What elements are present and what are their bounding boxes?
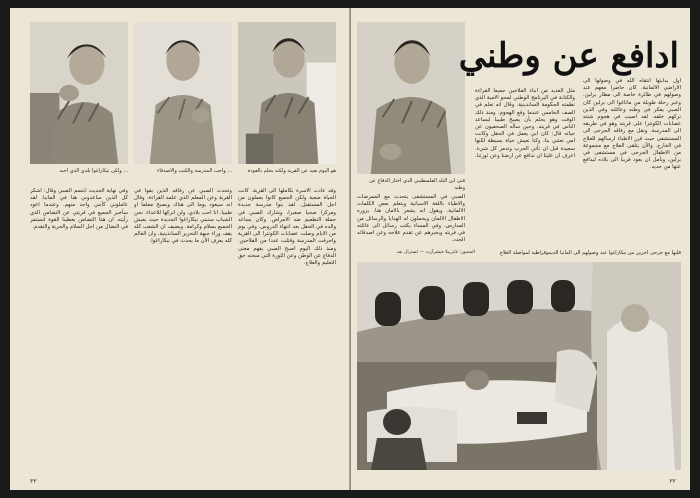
- photo-credit: المصور: غابرييلا فيشرآرت — لسترال بف: [396, 250, 475, 255]
- body-column-left-3: وفي نهاية الحديث ابتسم الصبي وقال: اشكر كل الذين ساعدوني هنا في المانيا. لقد عاملوني كأنني واحد منهم. وعندما اعود سأخبر الجميع في قريتي عن التضامن الذي رأيته. ان هذا التضامن يعطينا القوة لنستمر في النضال من اجل السلام والحرية والتقدم.: [30, 188, 128, 231]
- magazine-spread: [10, 8, 690, 490]
- page-number-right: ٣٢: [669, 478, 676, 485]
- left-page: [10, 8, 350, 490]
- body-column-right-under: الصبي في المستشفى يتحدث مع الممرضات والاطباء باللغة الاسبانية ويتعلم بعض الكلمات الالمانية. ويقول انه يشعر بالامان هنا. يزوره الاطفال الالمان ويحملون له الهدايا والرسائل من المدارس. وفي المساء يكتب رسائل الى عائلته في قريته ويخبرهم عن تقدم علاجه وعن اصدقائه الجدد.: [357, 194, 465, 244]
- airplane-cabin-photo: [357, 262, 681, 470]
- article-title: ادافع عن وطني: [458, 36, 679, 76]
- body-column-right-near: مثل العديد من ابناء الفلاحين جميعا القراءة والكتابة في البرنامج الوطني لمحو الامية الذي نظمته الحكومة الساندينية. وقال انه تعلم في الصف الخامس عندما وقع الهجوم. ومنذ ذلك الوقت وهو يحلم بأن يصبح طبيبا ليساعد الناس في قريته. وحين سأله الصحفيون عن حياته قال: كان ابي يعمل في الحقل وكانت امي تعتني بنا، وكنا نعيش حياة بسيطة لكنها سعيدة قبل ان تأتي الحرب وتدمر كل شيء. اعرف ان علينا ان ندافع عن ارضنا وعن ثورتنا.: [475, 88, 575, 159]
- plane-photo-caption: قلبها مع جرحى آخرين من نيكاراغوا عند وصولهم الى ألمانيا الديموقراطية لمواصلة العلاج: [499, 250, 681, 256]
- boy-photo-seated: [238, 22, 336, 164]
- strip-caption-2: ... واحب المدرسة والكتب والاصدقاء: [157, 168, 232, 174]
- page-number-left: ٣٣: [30, 478, 37, 485]
- body-column-left-2: وتحدث الصبي عن رفاقه الذين بقوا في القرية وعن المعلم الذي علمه القراءة. وقال انه سيعود يوما الى هناك ويصبح معلما او طبيبا. انا احب بلادي، ولن اتركها للاعداء. نحن الشباب سنبني نيكاراغوا الجديدة حيث يعيش الجميع بسلام وكرامة. ويضيف ان الشعب كله يقف وراء جبهة التحرير الساندينية، وان العالم كله يعرف الآن ما يحدث في نيكاراغوا.: [134, 188, 232, 245]
- body-column-left-1: وقد عادت الاسرة بكاملها الى القرية. كانت الحياة صعبة ولكن الجميع كانوا يعملون من اجل المستقبل. لقد بنوا مدرسة جديدة ومركزا صحيا صغيرا، وشارك الصبي في حملة التطعيم ضد الامراض. وكان يساعد والده في الحقل بعد انتهاء الدروس. وفي يوم من الايام وصلت عصابات الكونترا الى القرية واحرقت المدرسة وقتلت عددا من الفلاحين. ومنذ ذلك اليوم اصبح الصبي يفهم معنى الدفاع عن الوطن وعن الثورة التي منحته حق التعليم والعلاج.: [238, 188, 336, 267]
- boy-photo-main: [357, 22, 465, 174]
- strip-caption-1: ... ولكن نيكاراغوا بلدي الذي احبه: [59, 168, 128, 174]
- boy-photo-hand-on-chin: [30, 22, 128, 164]
- strip-caption-3: هو اليوم بعيد عن القرية ولكنه يحلم بالعودة: [247, 168, 336, 174]
- body-column-right-far: اول بدايتها انتقاه الله في وصولها الى الاراضي الالمانية. كان حاضرا معهم عند وصولهم في طائرة خاصة الى مطار برلين. وعبر رحلة طويلة من ماناغوا الى برلين كان الصبي يفكر في وطنه وعائلته وفي الذين تركهم خلفه. لقد اصيب في هجوم شنته عصابات الكونترا على قريته وهو في طريقه الى المدرسة. ونقل مع رفاقه الجرحى الى المستشفى حيث قرر الاطباء ارسالهم للعلاج في الخارج. والآن يتلقى العلاج مع مجموعة من الاطفال الجرحى في مستشفى في برلين، ويأمل ان يعود قريبا الى بلاده ليدافع عنها من جديد.: [583, 78, 681, 171]
- right-page: [351, 8, 690, 490]
- boy-photo-gesturing: [134, 22, 232, 164]
- main-photo-caption: فتى ابن البلد الفلسطيني الذي اختار الدفاع عن وطنه: [369, 178, 465, 191]
